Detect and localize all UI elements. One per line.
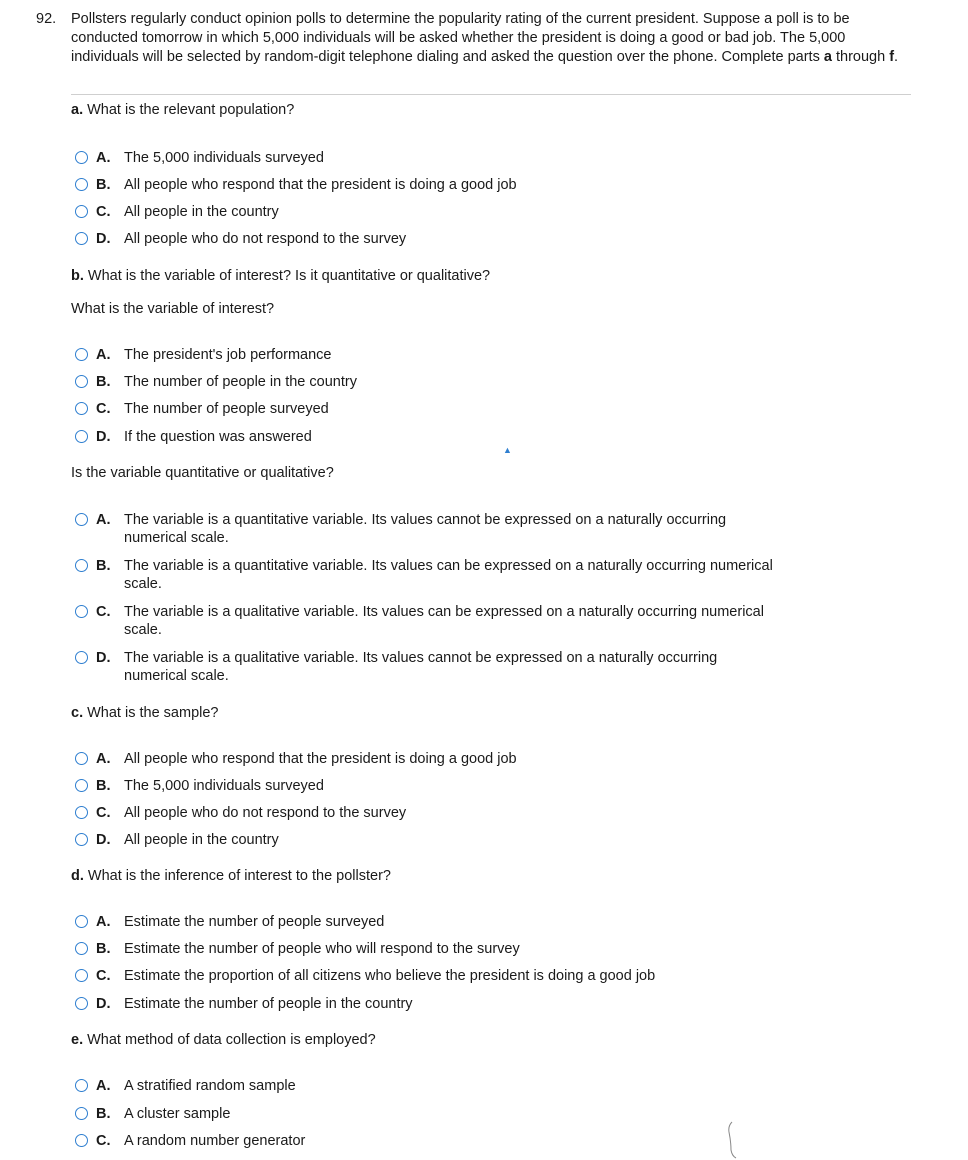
radio-button[interactable] [75,375,88,388]
stem-text-mid: through [831,49,890,65]
divider [71,94,911,95]
pen-scribble [722,1120,744,1160]
part-b-prompt: b. What is the variable of interest? Is it quantitative or qualitative? [71,268,491,284]
radio-button[interactable] [75,969,88,982]
radio-button[interactable] [75,1134,88,1147]
radio-button[interactable] [75,833,88,846]
radio-button[interactable] [75,779,88,792]
part-a-prompt: a. What is the relevant population? [71,102,295,118]
stem-text-end: . [894,49,899,65]
radio-button[interactable] [75,178,88,191]
radio-button[interactable] [75,1079,88,1092]
radio-button[interactable] [75,605,88,618]
part-e-prompt: e. What method of data collection is employed? [71,1032,376,1048]
radio-button[interactable] [75,402,88,415]
radio-button[interactable] [75,752,88,765]
cursor-mark: ▲ [503,445,512,455]
part-b-subprompt-2: Is the variable quantitative or qualitative? [71,465,334,481]
radio-button[interactable] [75,806,88,819]
radio-button[interactable] [75,513,88,526]
radio-button[interactable] [75,430,88,443]
stem-part-a: a [823,49,832,65]
stem-text: Pollsters regularly conduct opinion polls to determine the popularity rating of the current president. Suppose a poll is to be conducted tomorrow in which 5,000 individuals will be asked whether the president is doing a good or bad job. The 5,000 individuals will be selected by random-digit telephone dialing and asked the question over the phone. Complete parts [71,11,850,65]
stem-part-f: f [889,49,895,65]
radio-button[interactable] [75,651,88,664]
radio-button[interactable] [75,559,88,572]
radio-button[interactable] [75,348,88,361]
part-d-prompt: d. What is the inference of interest to the pollster? [71,868,391,884]
question-stem [71,10,911,67]
radio-button[interactable] [75,915,88,928]
question-number: 92. [36,11,57,27]
radio-button[interactable] [75,232,88,245]
radio-button[interactable] [75,1107,88,1120]
radio-button[interactable] [75,942,88,955]
radio-button[interactable] [75,205,88,218]
part-c-prompt: c. What is the sample? [71,705,219,721]
radio-button[interactable] [75,997,88,1010]
radio-button[interactable] [75,151,88,164]
part-b-subprompt-1: What is the variable of interest? [71,301,275,317]
